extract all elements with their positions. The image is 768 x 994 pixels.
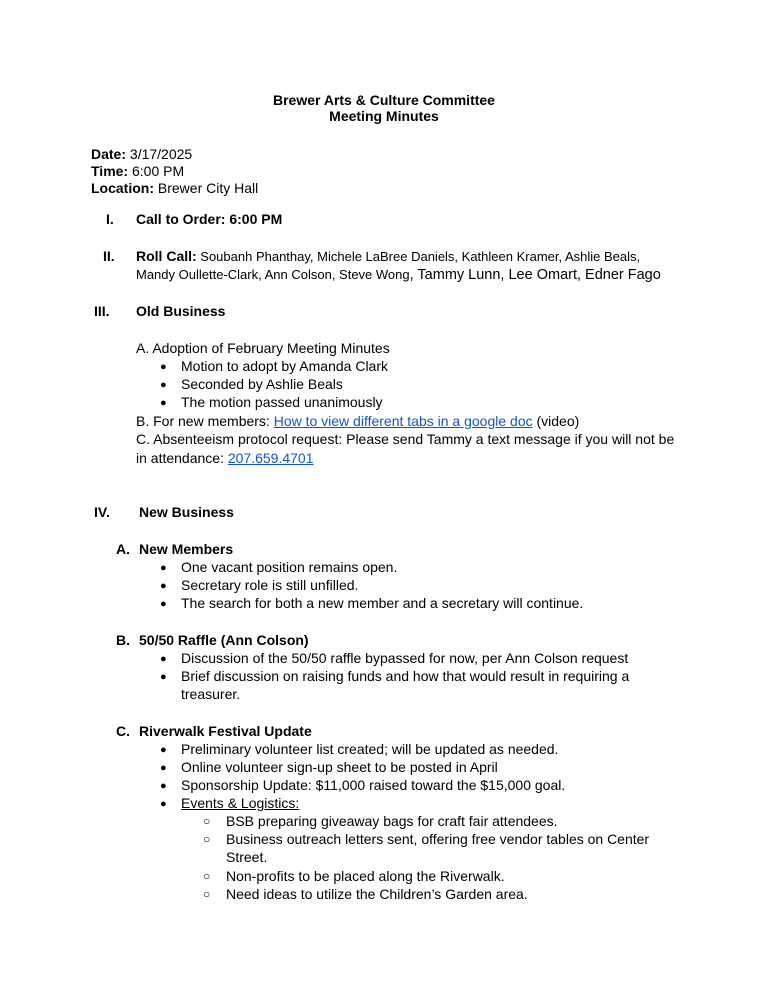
bullet-icon — [160, 598, 167, 610]
old-business-b-suffix: (video) — [532, 413, 580, 429]
events-sub-4: Need ideas to utilize the Children’s Garden area. — [226, 886, 528, 902]
bullet-icon — [160, 780, 167, 792]
events-sub-3: Non-profits to be placed along the Riverwalk. — [226, 868, 505, 884]
bullet-icon — [160, 397, 167, 409]
riverwalk-bullet-3: Sponsorship Update: $11,000 raised toward the $15,000 goal. — [181, 777, 566, 793]
raffle-bullet-2-line-2: treasurer. — [181, 686, 241, 702]
bullet-icon — [160, 744, 167, 756]
roll-call-line-2 — [136, 266, 661, 283]
hollow-bullet-icon: ○ — [203, 814, 211, 828]
bullet-icon — [160, 361, 167, 373]
roll-call-line-1 — [136, 248, 640, 264]
roll-call-names-2a: Mandy Oullette-Clark, Ann Colson, Steve Wong — [136, 267, 410, 282]
new-business-c-letter: C. — [116, 723, 130, 739]
old-business-a-bullet-1: Motion to adopt by Amanda Clark — [181, 358, 389, 374]
time-label: Time: — [91, 163, 129, 179]
riverwalk-bullet-1: Preliminary volunteer list created; will be updated as needed. — [181, 741, 559, 757]
meta-location — [91, 180, 258, 196]
section-1-number: I. — [106, 211, 114, 227]
roll-call-names-1: Soubanh Phanthay, Michele LaBree Daniels, Kathleen Kramer, Ashlie Beals, — [196, 249, 641, 264]
hollow-bullet-icon: ○ — [203, 869, 211, 883]
old-business-a-bullet-2: Seconded by Ashlie Beals — [181, 376, 343, 392]
bullet-icon — [160, 562, 167, 574]
new-business-b-letter: B. — [116, 632, 130, 648]
events-logistics-label: Events & Logistics: — [181, 795, 300, 811]
events-sub-1: BSB preparing giveaway bags for craft fair attendees. — [226, 813, 558, 829]
meta-date — [91, 146, 192, 162]
roll-call-label: Roll Call: — [136, 248, 197, 264]
location-label: Location: — [91, 180, 154, 196]
document-title: Brewer Arts & Culture Committee — [273, 92, 495, 108]
section-2-number: II. — [103, 248, 115, 264]
hollow-bullet-icon: ○ — [203, 832, 211, 846]
old-business-b — [136, 413, 579, 429]
section-4-title: New Business — [139, 504, 234, 520]
bullet-icon — [160, 762, 167, 774]
old-business-a-title: A. Adoption of February Meeting Minutes — [136, 340, 390, 356]
location-value: Brewer City Hall — [154, 180, 259, 196]
hollow-bullet-icon: ○ — [203, 887, 211, 901]
events-sub-2-line-2: Street. — [226, 849, 268, 865]
bullet-icon — [160, 379, 167, 391]
time-value: 6:00 PM — [128, 163, 185, 179]
section-3-number: III. — [94, 303, 110, 319]
phone-link[interactable]: 207.659.4701 — [227, 450, 314, 466]
old-business-c-prefix: in attendance: — [136, 450, 228, 466]
date-value: 3/17/2025 — [126, 146, 193, 162]
old-business-a-bullet-3: The motion passed unanimously — [181, 394, 383, 410]
riverwalk-bullet-2: Online volunteer sign-up sheet to be posted in April — [181, 759, 498, 775]
new-business-a-letter: A. — [116, 541, 130, 557]
new-business-b-title: 50/50 Raffle (Ann Colson) — [139, 632, 309, 648]
old-business-b-prefix: B. For new members: — [136, 413, 274, 429]
google-doc-tabs-link[interactable]: How to view different tabs in a google doc — [273, 413, 533, 429]
raffle-bullet-1: Discussion of the 50/50 raffle bypassed for now, per Ann Colson request — [181, 650, 629, 666]
new-business-a-title: New Members — [139, 541, 234, 557]
old-business-c-line-2 — [136, 450, 314, 466]
bullet-icon — [160, 653, 167, 665]
meta-time — [91, 163, 184, 179]
bullet-icon — [160, 671, 167, 683]
old-business-c-line-1: C. Absenteeism protocol request: Please send Tammy a text message if you will not be — [136, 431, 675, 447]
new-members-bullet-1: One vacant position remains open. — [181, 559, 398, 575]
section-4-number: IV. — [94, 504, 110, 520]
roll-call-names-2b: , Tammy Lunn, Lee Omart, Edner Fago — [409, 267, 661, 283]
section-1-title: Call to Order: 6:00 PM — [136, 211, 283, 227]
bullet-icon — [160, 798, 167, 810]
document-subtitle: Meeting Minutes — [329, 108, 439, 124]
new-members-bullet-3: The search for both a new member and a secretary will continue. — [181, 595, 584, 611]
new-business-c-title: Riverwalk Festival Update — [139, 723, 312, 739]
section-3-title: Old Business — [136, 303, 226, 319]
bullet-icon — [160, 580, 167, 592]
date-label: Date: — [91, 146, 127, 162]
events-sub-2-line-1: Business outreach letters sent, offering free vendor tables on Center — [226, 831, 650, 847]
new-members-bullet-2: Secretary role is still unfilled. — [181, 577, 359, 593]
raffle-bullet-2-line-1: Brief discussion on raising funds and how that would result in requiring a — [181, 668, 630, 684]
